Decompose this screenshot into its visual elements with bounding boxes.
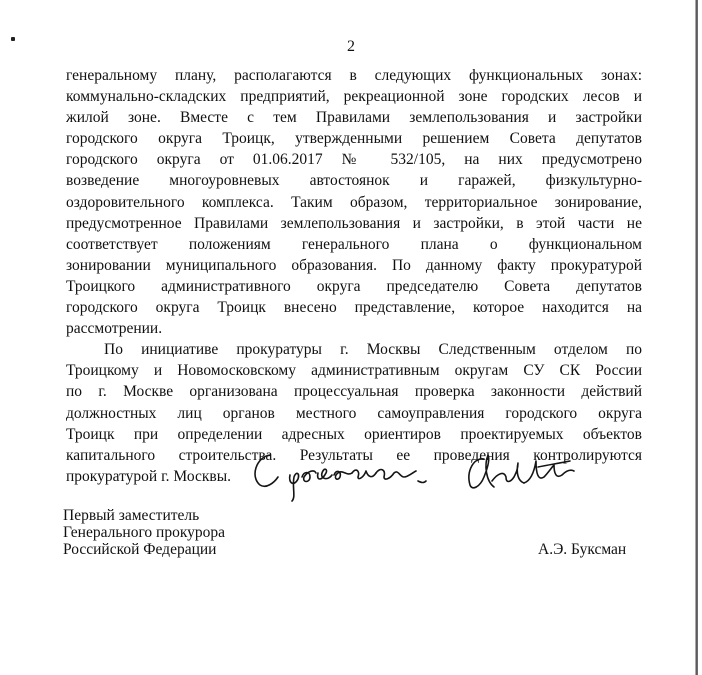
text-line: городского округа Троицк внесено представление, которое находится на	[66, 299, 642, 317]
handwritten-signature	[248, 447, 608, 505]
text-line: рассмотрении.	[66, 320, 163, 338]
text-line: городского округа Троицк, утвержденными решением Совета депутатов	[66, 130, 642, 148]
text-line: Троицкому и Новомосковскому административным округам СУ СК России	[66, 362, 642, 380]
text-line: капитального строительства. Результаты ее проведения контролируются	[66, 446, 642, 464]
text-line: предусмотренное Правилами землепользования и застройки, в этой части не	[66, 214, 642, 232]
text-line: По инициативе прокуратуры г. Москвы Следственным отделом по	[104, 341, 642, 359]
text-line: соответствует положениям генерального плана о функциональном	[66, 235, 642, 253]
text-line: зонировании муниципального образования. По данному факту прокуратурой	[66, 256, 642, 274]
text-line: по г. Москве организована процессуальная проверка законности действий	[66, 383, 642, 401]
text-line: Троицк при определении адресных ориентиров проектируемых объектов	[66, 425, 642, 443]
text-line: возведение многоуровневых автостоянок и гаражей, физкультурно-	[66, 172, 642, 190]
text-line: прокуратурой г. Москвы.	[66, 467, 231, 485]
scan-edge-shadow	[695, 0, 698, 675]
text-line: Троицкого административного округа председателю Совета депутатов	[66, 277, 642, 295]
signer-title-line: Российской Федерации	[63, 541, 217, 558]
text-line: оздоровительного комплекса. Таким образом, территориальное зонирование,	[66, 193, 642, 211]
signer-title	[63, 507, 225, 558]
text-line: должностных лиц органов местного самоуправления городского округа	[66, 404, 642, 422]
text-line: городского округа от 01.06.2017 № 532/105, на них предусмотрено	[66, 151, 642, 169]
text-line: жилой зоне. Вместе с тем Правилами землепользования и застройки	[66, 109, 642, 127]
page-number: 2	[347, 38, 355, 55]
signer-title-line: Первый заместитель	[63, 507, 200, 524]
letter-body	[66, 65, 642, 487]
signer-title-line: Генерального прокурора	[63, 524, 226, 541]
paragraph-1	[66, 65, 642, 339]
text-line: генеральному плану, располагаются в следующих функциональных зонах:	[66, 67, 642, 84]
text-line: коммунально-складских предприятий, рекреационной зоне городских лесов и	[66, 88, 642, 106]
signer-name: А.Э. Буксман	[538, 541, 627, 558]
